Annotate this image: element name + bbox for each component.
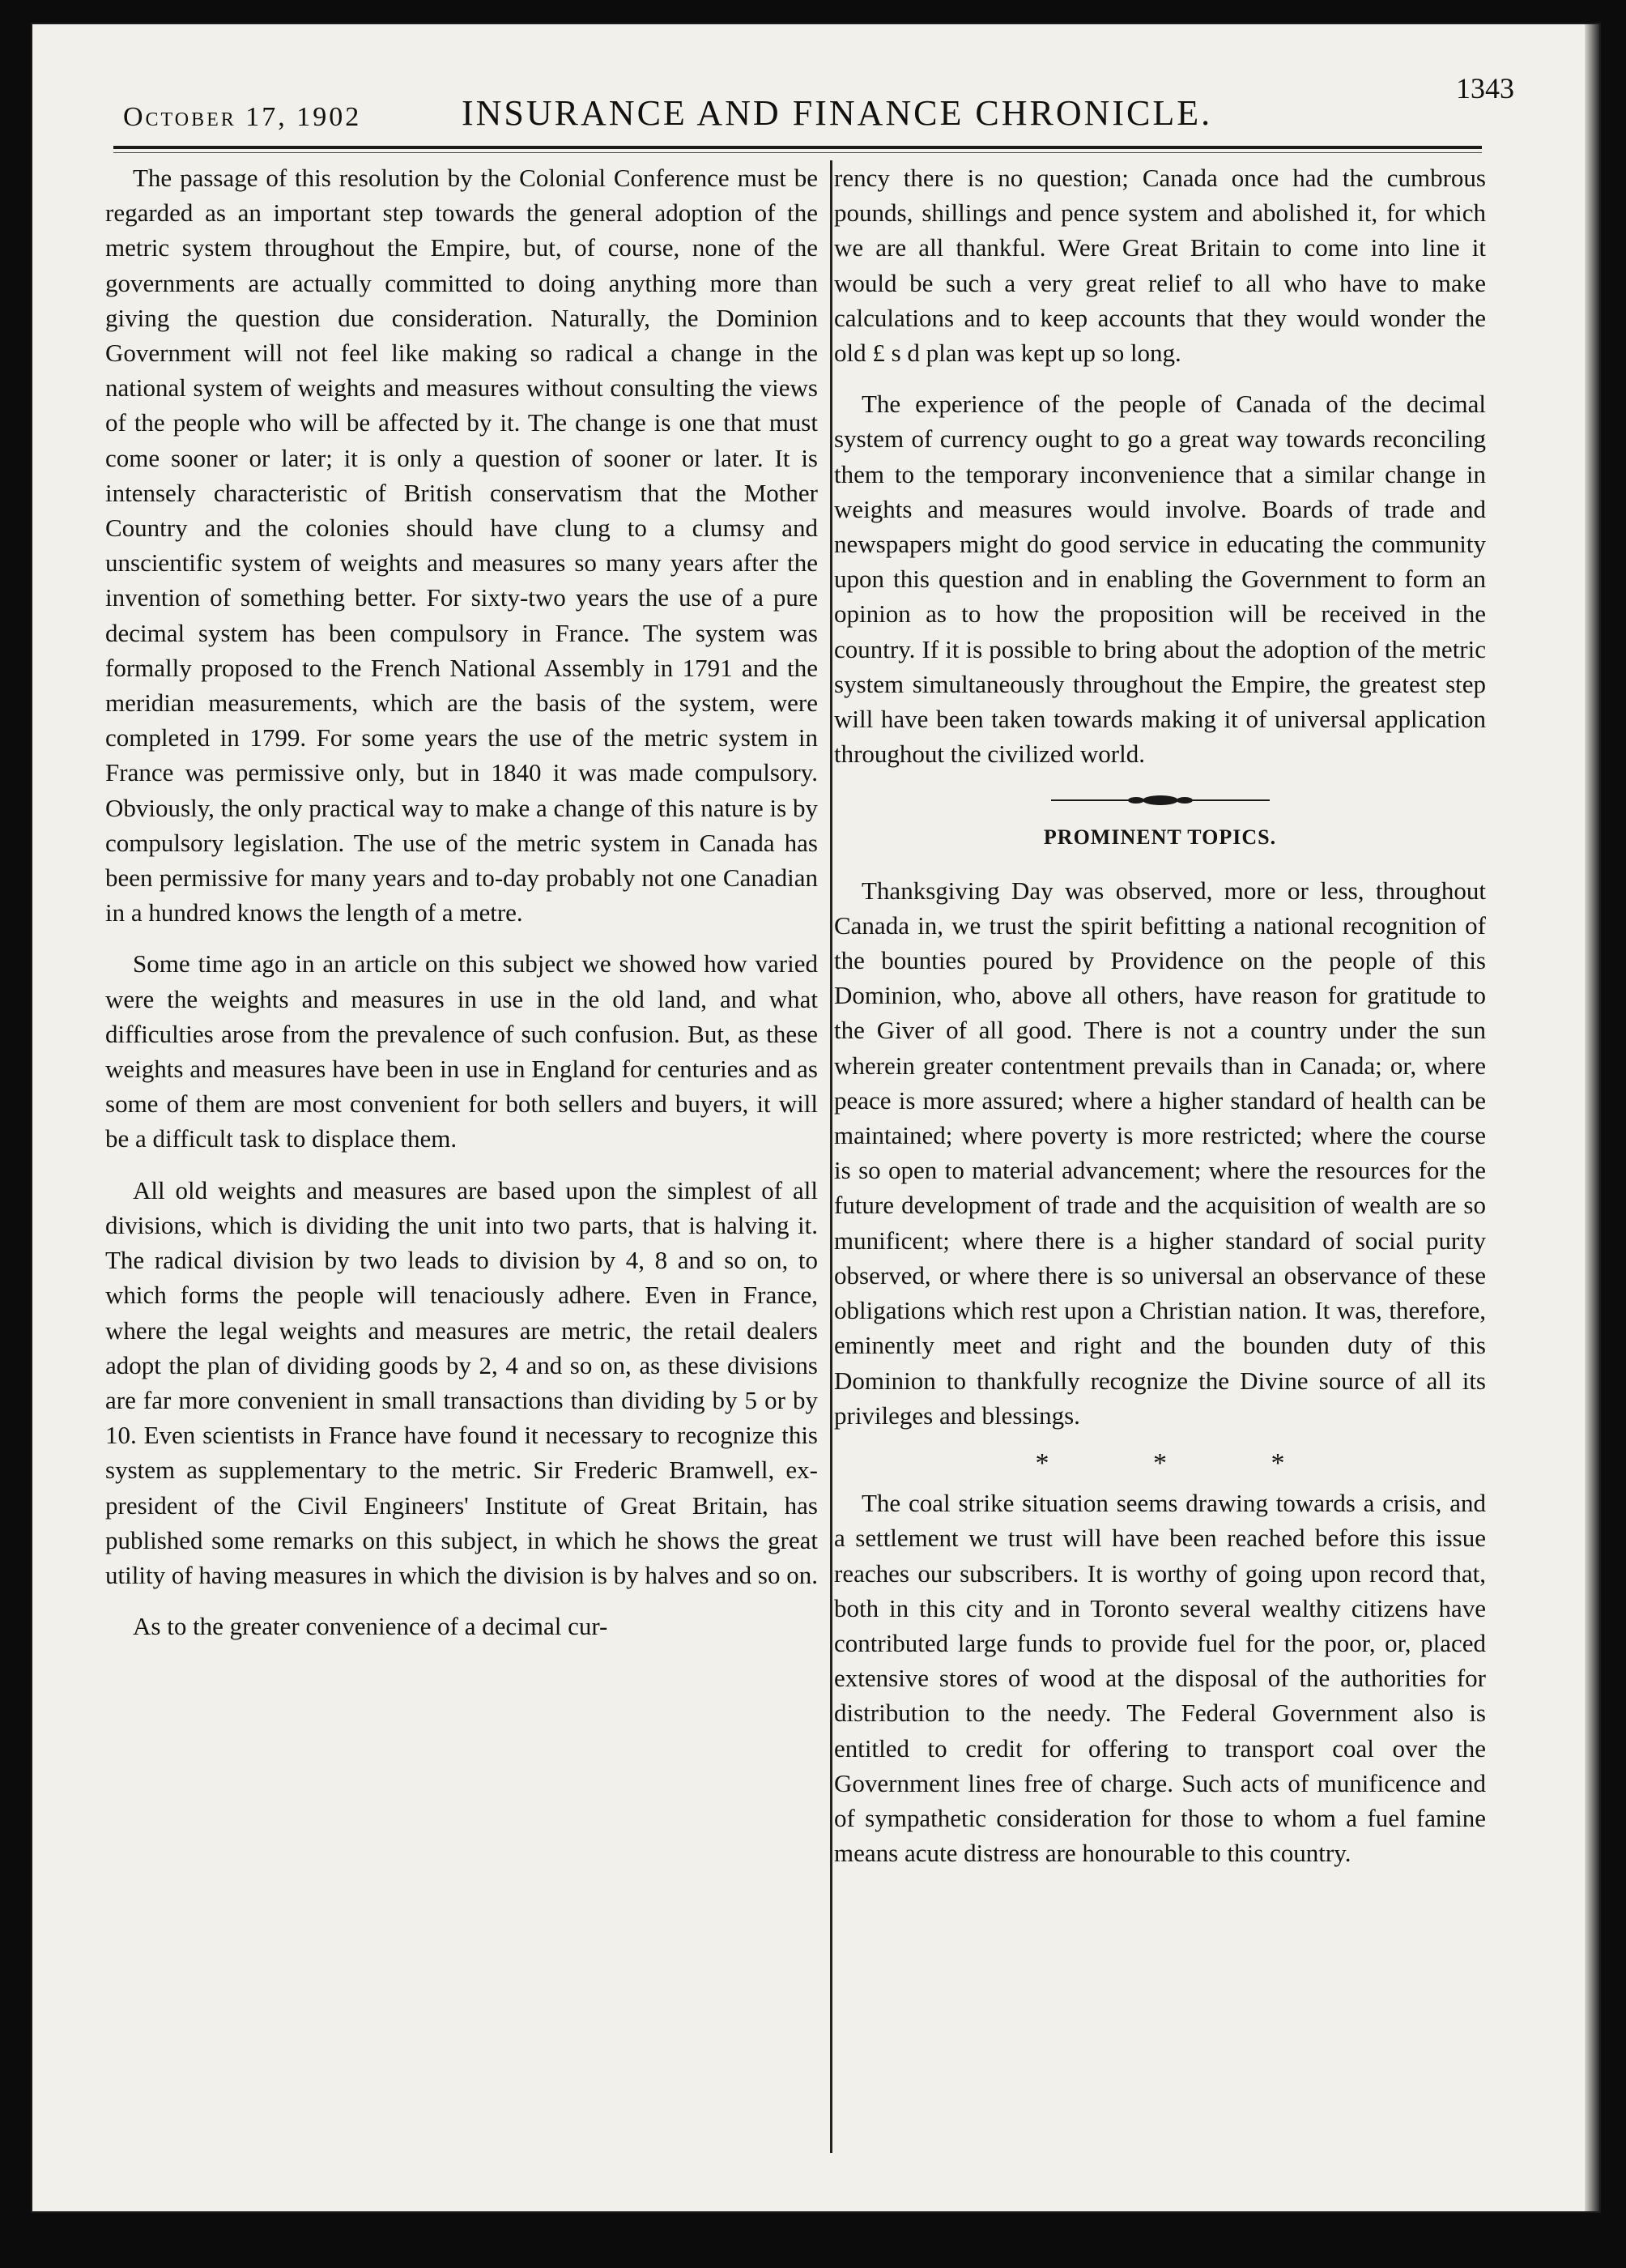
right-column xyxy=(834,160,1486,1870)
paragraph: Some time ago in an article on this subject we showed how varied were the weights and measures in use in the old land, and what difficulties arose from the prevalence of such confusion. But, as these weights and measures have been in use in England for centuries and as some of them are most convenient for both sellers and buyers, it will be a difficult task to displace them. xyxy=(105,949,818,1153)
header-rule-thin xyxy=(113,152,1482,153)
paragraph: The passage of this resolution by the Colonial Conference must be regarded as an important step towards the general adoption of the metric system throughout the Empire, but, of course, none of the governments are actually committed to doing anything more than giving the question due consideration. Naturally, the Dominion Government will not feel like making so radical a change in the national system of weights and measures without consulting the views of the people who will be affected by it. The change is one that must come sooner or later; it is only a question of sooner or later. It is intensely characteristic of British conservatism that the Mother Country and the colonies should have clung to a clumsy and unscientific system of weights and measures so many years after the invention of something better. For sixty-two years the use of a pure decimal system has been compulsory in France. The system was formally proposed to the French National Assembly in 1791 and the meridian measurements, which are the basis of the system, were completed in 1799. For some years the use of the metric system in France was permissive only, but in 1840 it was made compulsory. Obviously, the only practical way to make a change of this nature is by compulsory legislation. The use of the metric system in Canada has been permissive for many years and to-day probably not one Canadian in a hundred knows the length of a metre. xyxy=(105,164,818,927)
issue-date: October 17, 1902 xyxy=(123,102,362,132)
paragraph: All old weights and measures are based upon the simplest of all divisions, which is dividing the unit into two parts, that is halving it. The radical division by two leads to division by 4, 8 and so on, to which forms the people will tenaciously adhere. Even in France, where the legal weights and measures are metric, the retail dealers adopt the plan of dividing goods by 2, 4 and so on, as these divisions are far more convenient in small transactions than dividing by 5 or by 10. Even scientists in France have found it necessary to recognize this system as supplementary to the metric. Sir Frederic Bramwell, ex-president of the Civil Engineers' Institute of Great Britain, has published some remarks on this subject, in which he shows the great utility of having measures in which the division is by halves and so on. xyxy=(105,1175,818,1589)
left-column xyxy=(105,160,818,1643)
page-header xyxy=(81,49,1539,138)
paragraph: The coal strike situation seems drawing towards a crisis, and a settlement we trust will have been reached before this issue reaches our subscribers. It is worthy of going upon record that, both in this city and in Toronto several wealthy citizens have contributed large funds to provide fuel for the poor, or, placed extensive stores of wood at the disposal of the authorities for distribution to the needy. The Federal Government also is entitled to credit for offering to transport coal over the Government lines free of charge. Such acts of munificence and of sympathetic consideration for those to whom a fuel famine means acute distress are honourable to this country. xyxy=(834,1489,1486,1868)
publication-title: INSURANCE AND FINANCE CHRONICLE. xyxy=(462,93,1213,133)
section-separator: * * * xyxy=(1035,1447,1334,1478)
paragraph: rency there is no question; Canada once had the cumbrous pounds, shillings and pence system and abolished it, for which we are all thankful. Were Great Britain to come into line it would be such a very great relief to all who have to make calculations and to keep accounts that they would wonder the old £ s d plan was kept up so long. xyxy=(834,164,1486,368)
binding-edge xyxy=(1585,24,1599,2211)
header-rule xyxy=(113,146,1482,149)
page-number: 1343 xyxy=(1456,72,1514,104)
newspaper-page xyxy=(32,24,1599,2211)
paragraph: As to the greater convenience of a decimal cur- xyxy=(133,1612,608,1641)
column-divider xyxy=(830,160,832,2153)
ornament-rule-icon xyxy=(1051,792,1270,808)
paragraph: Thanksgiving Day was observed, more or less, throughout Canada in, we trust the spirit befitting a national recognition of the bounties poured by Providence on the people of this Dominion, who, above all others, have reason for gratitude to the Giver of all good. There is not a country under the sun wherein greater contentment prevails than in Canada; or, where peace is more assured; where a higher standard of health can be maintained; where poverty is more restricted; where the course is so open to material advancement; where the resources for the future development of trade and the acquisition of wealth are so munificent; where there is a higher standard of social purity observed, or where there is so universal an observance of these obligations which rest upon a Christian nation. It was, therefore, eminently meet and right and the bounden duty of this Dominion to thankfully recognize the Divine source of all its privileges and blessings. xyxy=(834,876,1486,1430)
section-title: PROMINENT TOPICS. xyxy=(1043,825,1277,850)
paragraph: The experience of the people of Canada of the decimal system of currency ought to go a great way towards reconciling them to the temporary inconvenience that a similar change in weights and measures would involve. Boards of trade and newspapers might do good service in educating the community upon this question and in enabling the Government to form an opinion as to how the proposition will be received in the country. If it is possible to bring about the adoption of the metric system simultaneously throughout the Empire, the greatest step will have been taken towards making it of universal application throughout the civilized world. xyxy=(834,390,1486,769)
